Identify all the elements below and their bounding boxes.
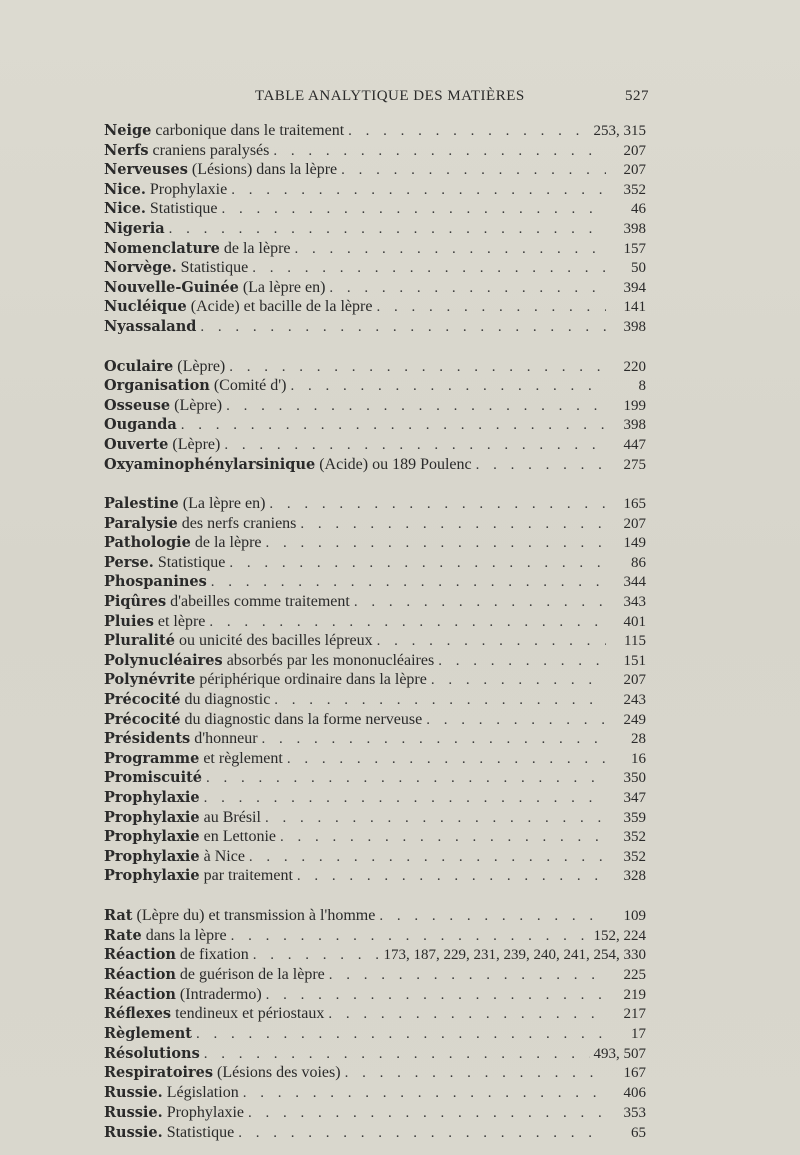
- index-entry: [104, 435, 646, 455]
- entry-pages: 149: [623, 535, 646, 552]
- entry-term: Règlement: [104, 1025, 192, 1043]
- entry-description: (Lèpre): [170, 396, 223, 414]
- entry-term: Phospanines: [104, 573, 207, 591]
- index-entry: [104, 141, 646, 161]
- dot-leader: [341, 161, 606, 181]
- entry-description: (Lèpre du) et transmission à l'homme: [132, 906, 376, 924]
- dot-leader: [348, 122, 589, 142]
- entry-description: du diagnostic: [180, 691, 271, 709]
- dot-leader: [249, 848, 606, 868]
- entry-description: (Comité d'): [209, 377, 287, 395]
- entry-description: (La lèpre en): [178, 495, 266, 513]
- entry-description: Statistique: [145, 200, 218, 218]
- dot-leader: [376, 298, 606, 318]
- entry-description: de la lèpre: [219, 239, 291, 257]
- entry-term: Russie.: [104, 1084, 163, 1102]
- entry-term: Prophylaxie: [104, 847, 200, 865]
- entry-description: de la lèpre: [190, 534, 262, 552]
- entry-pages: 447: [623, 436, 646, 453]
- dot-leader: [269, 495, 606, 515]
- page-header: [0, 88, 800, 108]
- index-entry: [104, 199, 646, 219]
- entry-description: Prophylaxie: [162, 1103, 245, 1121]
- entry-term: Prophylaxie: [104, 808, 200, 826]
- entry-description: carbonique dans le traitement: [151, 122, 345, 139]
- entry-pages: 157: [623, 240, 646, 257]
- index-entry: [104, 788, 646, 808]
- entry-term: Organisation: [104, 377, 210, 395]
- entry-pages: 207: [623, 162, 646, 179]
- entry-term: Prophylaxie: [104, 789, 200, 806]
- entry-term: Rate: [104, 926, 142, 944]
- entry-pages: 225: [623, 967, 646, 984]
- entry-description: de fixation: [175, 946, 249, 964]
- dot-leader: [300, 515, 606, 535]
- index-entry: [104, 415, 646, 435]
- entry-term: Ouverte: [104, 435, 169, 453]
- entry-pages: 398: [623, 417, 646, 434]
- index-entry: [104, 1123, 646, 1143]
- entry-term: Ouganda: [104, 416, 177, 434]
- entry-description: tendineux et périostaux: [171, 1005, 325, 1023]
- entry-pages: 350: [623, 770, 646, 787]
- entry-term: Nyassaland: [104, 317, 197, 335]
- entry-description: craniens paralysés: [148, 141, 270, 159]
- dot-leader: [209, 613, 606, 633]
- dot-leader: [200, 318, 606, 338]
- entry-pages: 141: [623, 299, 646, 316]
- index-section: [104, 357, 646, 475]
- entry-term: Pluies: [104, 612, 154, 630]
- dot-leader: [204, 1045, 590, 1065]
- entry-pages: 8: [638, 378, 646, 395]
- dot-leader: [329, 279, 606, 299]
- entry-description: Statistique: [176, 259, 249, 277]
- index-entry: [104, 297, 646, 317]
- dot-leader: [328, 1005, 606, 1025]
- dot-leader: [229, 358, 606, 378]
- entry-pages: 344: [623, 574, 646, 591]
- entry-pages: 167: [623, 1065, 646, 1082]
- dot-leader: [287, 750, 606, 770]
- dot-leader: [354, 593, 606, 613]
- entry-description: d'honneur: [190, 730, 258, 748]
- entry-pages: 353: [623, 1104, 646, 1121]
- dot-leader: [265, 809, 606, 829]
- entry-term: Respiratoires: [104, 1064, 214, 1082]
- entry-pages: 217: [623, 1006, 646, 1023]
- index-entry: [104, 494, 646, 514]
- dot-leader: [426, 711, 606, 731]
- entry-description: en Lettonie: [199, 828, 277, 846]
- index-entry: [104, 749, 646, 769]
- dot-leader: [211, 573, 606, 593]
- entry-term: Réflexes: [104, 1005, 172, 1023]
- dot-leader: [266, 534, 607, 554]
- index-entry: [104, 612, 646, 632]
- entry-pages: 352: [623, 848, 646, 865]
- dot-leader: [248, 1104, 606, 1124]
- dot-leader: [206, 769, 606, 789]
- index-section: [104, 121, 646, 337]
- entry-pages: 151: [623, 652, 646, 669]
- entry-pages: 199: [623, 397, 646, 414]
- entry-term: Norvège.: [104, 259, 177, 277]
- entry-description: Législation: [162, 1084, 239, 1102]
- entry-term: Nucléique: [104, 298, 187, 316]
- dot-leader: [266, 986, 606, 1006]
- index-entry: [104, 121, 646, 141]
- index-entry: [104, 572, 646, 592]
- entry-pages: 165: [623, 496, 646, 513]
- dot-leader: [204, 789, 606, 809]
- dot-leader: [431, 671, 606, 691]
- entry-pages: 16: [631, 750, 646, 767]
- index-entry: [104, 670, 646, 690]
- entry-description: par traitement: [199, 867, 293, 885]
- index-entry: [104, 278, 646, 298]
- index-entry: [104, 631, 646, 651]
- entry-description: Prophylaxie: [145, 180, 228, 198]
- entry-pages: 352: [623, 181, 646, 198]
- entry-term: Piqûres: [104, 593, 167, 611]
- entry-term: Promiscuité: [104, 769, 203, 787]
- entry-term: Nerveuses: [104, 161, 188, 179]
- index-section: [104, 906, 646, 1142]
- entry-pages: 46: [631, 201, 646, 218]
- entry-description: absorbés par les mononucléaires: [222, 651, 435, 669]
- entry-term: Rat: [104, 906, 133, 924]
- entry-description: et règlement: [199, 749, 283, 767]
- entry-term: Nomenclature: [104, 239, 220, 257]
- entry-description: de guérison de la lèpre: [175, 966, 325, 984]
- dot-leader: [181, 416, 606, 436]
- index-entry: [104, 357, 646, 377]
- entry-term: Palestine: [104, 495, 179, 513]
- dot-leader: [438, 652, 606, 672]
- index-entry: [104, 160, 646, 180]
- entry-term: Présidents: [104, 730, 191, 748]
- entry-pages: 352: [623, 829, 646, 846]
- index-entry: [104, 219, 646, 239]
- entry-pages: 17: [631, 1026, 646, 1043]
- entry-term: Réaction: [104, 966, 176, 984]
- entry-term: Oculaire: [104, 357, 174, 375]
- entry-pages: 398: [623, 220, 646, 237]
- index-entry: [104, 985, 646, 1005]
- index-section: [104, 494, 646, 886]
- entry-pages: 249: [623, 711, 646, 728]
- dot-leader: [476, 456, 606, 476]
- entry-pages: 359: [623, 809, 646, 826]
- dot-leader: [252, 259, 606, 279]
- running-title: TABLE ANALYTIQUE DES MATIÈRES: [255, 88, 525, 104]
- index-entry: [104, 729, 646, 749]
- entry-term: Perse.: [104, 553, 154, 571]
- index-entry: [104, 926, 646, 946]
- dot-leader: [329, 966, 606, 986]
- entry-term: Pathologie: [104, 534, 191, 552]
- entry-term: Neige: [104, 122, 152, 139]
- dot-leader: [196, 1025, 606, 1045]
- index-entry: [104, 1024, 646, 1044]
- entry-term: Programme: [104, 749, 200, 767]
- entry-pages: 152, 224: [593, 927, 646, 944]
- dot-leader: [377, 632, 606, 652]
- entry-term: Réaction: [104, 946, 176, 964]
- dot-leader: [243, 1084, 606, 1104]
- entry-description: dans la lèpre: [141, 926, 227, 944]
- index-entry: [104, 1044, 646, 1064]
- entry-pages: 275: [623, 456, 646, 473]
- index-entry: [104, 258, 646, 278]
- dot-leader: [169, 220, 606, 240]
- entry-term: Nigeria: [104, 219, 165, 237]
- index-body: [104, 121, 646, 1142]
- entry-description: (Acide) et bacille de la lèpre: [186, 298, 373, 316]
- dot-leader: [273, 142, 606, 162]
- index-entry: [104, 651, 646, 671]
- entry-pages: 65: [631, 1124, 646, 1141]
- index-entry: [104, 1063, 646, 1083]
- entry-pages: 109: [623, 907, 646, 924]
- page-number: 527: [625, 88, 649, 104]
- index-entry: [104, 1004, 646, 1024]
- entry-pages: 219: [623, 986, 646, 1003]
- entry-pages: 401: [623, 613, 646, 630]
- entry-term: Russie.: [104, 1103, 163, 1121]
- entry-pages: 207: [623, 515, 646, 532]
- dot-leader: [274, 691, 606, 711]
- entry-pages: 86: [631, 554, 646, 571]
- entry-term: Oxyaminophénylarsinique: [104, 455, 316, 473]
- entry-term: Pluralité: [104, 632, 175, 650]
- entry-pages: 328: [623, 868, 646, 885]
- dot-leader: [221, 200, 606, 220]
- entry-term: Nerfs: [104, 141, 149, 159]
- entry-description: périphérique ordinaire dans la lèpre: [195, 671, 427, 689]
- index-entry: [104, 455, 646, 475]
- index-entry: [104, 866, 646, 886]
- entry-description: (Lésions des voies): [213, 1064, 341, 1082]
- entry-term: Russie.: [104, 1123, 163, 1141]
- entry-term: Précocité: [104, 710, 181, 728]
- entry-pages: 398: [623, 318, 646, 335]
- dot-leader: [238, 1124, 606, 1144]
- dot-leader: [229, 554, 606, 574]
- dot-leader: [291, 377, 607, 397]
- index-entry: [104, 376, 646, 396]
- entry-description: et lèpre: [153, 612, 206, 630]
- index-entry: [104, 553, 646, 573]
- index-entry: [104, 768, 646, 788]
- index-entry: [104, 965, 646, 985]
- dot-leader: [253, 946, 380, 966]
- entry-pages: 173, 187, 229, 231, 239, 240, 241, 254, 330: [383, 947, 646, 964]
- dot-leader: [226, 397, 606, 417]
- index-entry: [104, 592, 646, 612]
- entry-term: Résolutions: [104, 1044, 200, 1062]
- entry-description: d'abeilles comme traitement: [166, 593, 350, 611]
- entry-term: Polynévrite: [104, 671, 196, 689]
- entry-pages: 207: [623, 142, 646, 159]
- entry-description: à Nice: [199, 847, 245, 865]
- index-entry: [104, 945, 646, 965]
- index-entry: [104, 847, 646, 867]
- entry-pages: 50: [631, 260, 646, 277]
- dot-leader: [224, 436, 606, 456]
- entry-pages: 406: [623, 1085, 646, 1102]
- entry-pages: 347: [623, 790, 646, 806]
- dot-leader: [280, 828, 606, 848]
- dot-leader: [231, 181, 606, 201]
- entry-pages: 394: [623, 279, 646, 296]
- entry-pages: 28: [631, 731, 646, 748]
- entry-term: Polynucléaires: [104, 651, 223, 669]
- entry-term: Précocité: [104, 691, 181, 709]
- index-entry: [104, 710, 646, 730]
- entry-description: (Intradermo): [175, 985, 262, 1003]
- entry-pages: 243: [623, 692, 646, 709]
- entry-description: Statistique: [153, 553, 226, 571]
- entry-pages: 493, 507: [593, 1045, 646, 1062]
- entry-pages: 207: [623, 672, 646, 689]
- index-entry: [104, 808, 646, 828]
- entry-pages: 220: [623, 358, 646, 375]
- index-entry: [104, 827, 646, 847]
- index-entry: [104, 514, 646, 534]
- index-entry: [104, 396, 646, 416]
- index-entry: [104, 533, 646, 553]
- entry-term: Nice.: [104, 180, 146, 198]
- entry-description: (Acide) ou 189 Poulenc: [315, 455, 472, 473]
- dot-leader: [345, 1064, 606, 1084]
- index-entry: [104, 1083, 646, 1103]
- entry-term: Nice.: [104, 200, 146, 218]
- entry-term: Réaction: [104, 985, 176, 1003]
- entry-description: (Lèpre): [173, 357, 226, 375]
- entry-term: Paralysie: [104, 514, 178, 532]
- entry-pages: 115: [624, 633, 646, 650]
- entry-term: Osseuse: [104, 396, 171, 414]
- entry-description: (Lèpre): [168, 435, 221, 453]
- entry-description: des nerfs craniens: [177, 514, 297, 532]
- dot-leader: [295, 240, 607, 260]
- entry-description: (Lésions) dans la lèpre: [187, 161, 338, 179]
- dot-leader: [297, 867, 606, 887]
- index-entry: [104, 317, 646, 337]
- index-entry: [104, 690, 646, 710]
- entry-pages: 253, 315: [593, 123, 646, 139]
- entry-description: du diagnostic dans la forme nerveuse: [180, 710, 423, 728]
- index-entry: [104, 1103, 646, 1123]
- entry-description: au Brésil: [199, 808, 261, 826]
- entry-description: Statistique: [162, 1123, 235, 1141]
- entry-description: ou unicité des bacilles lépreux: [174, 632, 373, 650]
- entry-pages: 343: [623, 594, 646, 611]
- entry-term: Prophylaxie: [104, 867, 200, 885]
- entry-description: (La lèpre en): [238, 278, 326, 296]
- index-entry: [104, 180, 646, 200]
- entry-term: Nouvelle-Guinée: [104, 278, 239, 296]
- dot-leader: [262, 730, 606, 750]
- dot-leader: [379, 907, 606, 927]
- index-entry: [104, 906, 646, 926]
- index-entry: [104, 239, 646, 259]
- dot-leader: [231, 927, 590, 947]
- entry-term: Prophylaxie: [104, 828, 200, 846]
